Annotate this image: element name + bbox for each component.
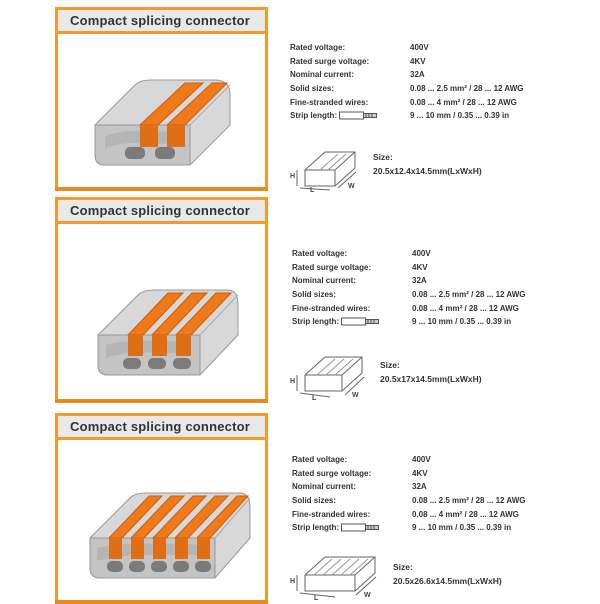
- spec-label: Rated surge voltage:: [292, 468, 372, 478]
- spec-table: [292, 247, 526, 329]
- product-title: Compact splicing connector: [55, 7, 268, 34]
- spec-row-surge-voltage: [292, 261, 526, 275]
- spec-value: 4KV: [412, 262, 428, 272]
- spec-value: 4KV: [410, 56, 426, 66]
- spec-label: Strip length:: [292, 317, 340, 327]
- dimension-diagram-icon: [290, 545, 385, 600]
- spec-row-fine-stranded: [290, 95, 524, 109]
- spec-row-solid-sizes: [292, 494, 526, 508]
- spec-value: 4KV: [412, 468, 428, 478]
- spec-label: Fine-stranded wires:: [292, 509, 371, 519]
- spec-row-solid-sizes: [292, 288, 526, 302]
- height-letter: H: [290, 173, 296, 180]
- size-value: 20.5x26.6x14.5mm(LxWxH): [393, 576, 502, 586]
- spec-table: [290, 41, 524, 123]
- spec-row-nominal-current: [292, 480, 526, 494]
- spec-value: 400V: [410, 43, 429, 53]
- spec-row-surge-voltage: [290, 55, 524, 69]
- spec-label: Rated voltage:: [290, 43, 346, 53]
- spec-row-strip-length: [292, 315, 526, 329]
- spec-value: 0.08 ... 4 mm² / 28 ... 12 AWG: [412, 509, 519, 519]
- spec-value: 9 ... 10 mm / 0.35 ... 0.39 in: [410, 111, 510, 121]
- stripped-wire-icon: [339, 111, 379, 120]
- size-info: [393, 560, 502, 588]
- spec-row-rated-voltage: [292, 247, 526, 261]
- width-letter: W: [348, 183, 355, 190]
- spec-label-with-icon: [290, 111, 410, 120]
- size-info: [380, 358, 482, 386]
- spec-value: 9 ... 10 mm / 0.35 ... 0.39 in: [412, 523, 512, 533]
- size-label: Size:: [373, 152, 393, 162]
- spec-row-fine-stranded: [292, 301, 526, 315]
- spec-label: Solid sizes:: [290, 84, 335, 94]
- spec-label: Fine-stranded wires:: [292, 303, 371, 313]
- spec-value: 32A: [412, 482, 427, 492]
- connector-3pole-illustration: [88, 270, 248, 385]
- stripped-wire-icon: [341, 317, 381, 326]
- spec-value: 0.08 ... 2.5 mm² / 28 ... 12 AWG: [412, 290, 526, 300]
- size-info: [373, 150, 482, 178]
- spec-row-solid-sizes: [290, 82, 524, 96]
- size-label: Size:: [380, 360, 400, 370]
- spec-label-with-icon: [292, 317, 412, 326]
- spec-label: Strip length:: [292, 523, 340, 533]
- spec-label: Rated voltage:: [292, 249, 348, 259]
- spec-label: Rated surge voltage:: [290, 56, 370, 66]
- product-section-2: [0, 195, 600, 400]
- dimension-diagram-icon: [290, 140, 370, 192]
- width-letter: W: [364, 592, 371, 599]
- spec-label: Nominal current:: [292, 276, 357, 286]
- width-letter: W: [352, 392, 359, 399]
- spec-label: Strip length:: [290, 111, 338, 121]
- spec-value: 0.08 ... 2.5 mm² / 28 ... 12 AWG: [410, 84, 524, 94]
- connector-5pole-illustration: [85, 470, 255, 590]
- size-label: Size:: [393, 562, 413, 572]
- spec-row-nominal-current: [290, 68, 524, 82]
- spec-value: 400V: [412, 249, 431, 259]
- spec-value: 32A: [410, 70, 425, 80]
- spec-value: 400V: [412, 455, 431, 465]
- spec-table: [292, 453, 526, 535]
- spec-label: Nominal current:: [292, 482, 357, 492]
- spec-label: Solid sizes:: [292, 496, 337, 506]
- spec-value: 32A: [412, 276, 427, 286]
- connector-2pole-illustration: [85, 55, 245, 170]
- spec-row-rated-voltage: [292, 453, 526, 467]
- spec-row-strip-length: [290, 109, 524, 123]
- spec-row-surge-voltage: [292, 467, 526, 481]
- spec-row-nominal-current: [292, 274, 526, 288]
- spec-row-strip-length: [292, 521, 526, 535]
- spec-value: 0.08 ... 4 mm² / 28 ... 12 AWG: [412, 303, 519, 313]
- height-letter: H: [290, 378, 296, 385]
- spec-row-rated-voltage: [290, 41, 524, 55]
- product-title: Compact splicing connector: [55, 413, 268, 440]
- spec-label: Rated surge voltage:: [292, 262, 372, 272]
- product-title: Compact splicing connector: [55, 197, 268, 224]
- height-letter: H: [290, 578, 296, 585]
- spec-value: 0.08 ... 2.5 mm² / 28 ... 12 AWG: [412, 496, 526, 506]
- length-letter: L: [314, 595, 319, 600]
- length-letter: L: [312, 395, 317, 400]
- product-section-3: [0, 410, 600, 600]
- spec-label: Fine-stranded wires:: [290, 97, 369, 107]
- stripped-wire-icon: [341, 523, 381, 532]
- spec-label: Solid sizes:: [292, 290, 337, 300]
- spec-row-fine-stranded: [292, 507, 526, 521]
- size-value: 20.5x12.4x14.5mm(LxWxH): [373, 166, 482, 176]
- length-letter: L: [310, 187, 315, 192]
- spec-label: Rated voltage:: [292, 455, 348, 465]
- spec-value: 9 ... 10 mm / 0.35 ... 0.39 in: [412, 317, 512, 327]
- spec-label: Nominal current:: [290, 70, 355, 80]
- product-section-1: [0, 0, 600, 200]
- size-value: 20.5x17x14.5mm(LxWxH): [380, 374, 482, 384]
- spec-value: 0.08 ... 4 mm² / 28 ... 12 AWG: [410, 97, 517, 107]
- spec-label-with-icon: [292, 523, 412, 532]
- dimension-diagram-icon: [290, 345, 375, 400]
